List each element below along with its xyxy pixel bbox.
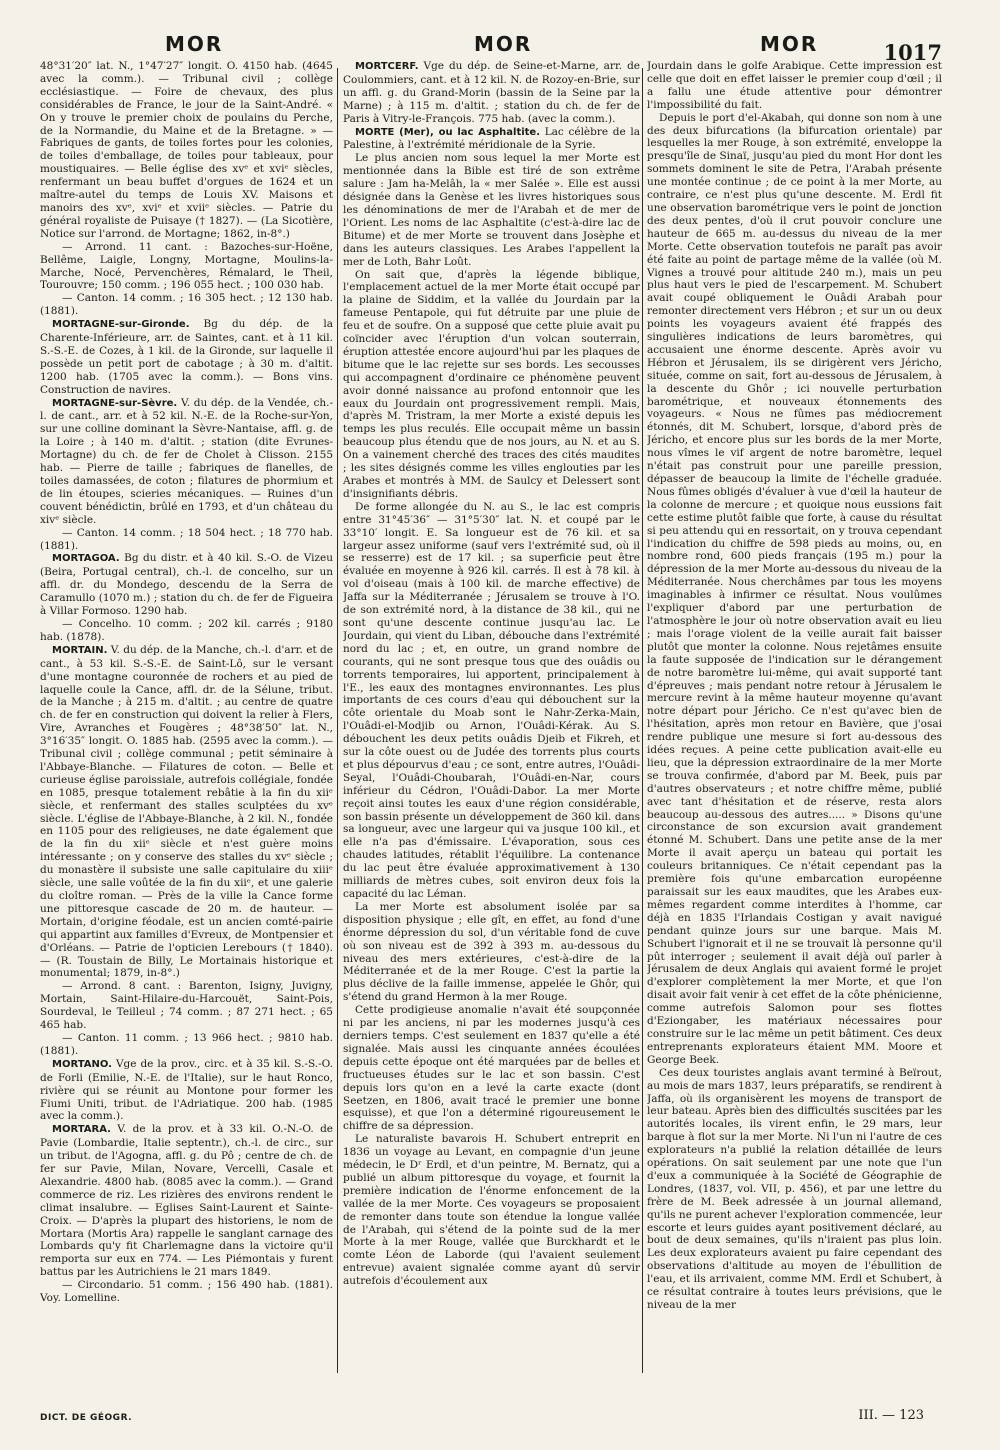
entry-headword: MORTANO. [52, 1058, 112, 1070]
entry-body: Bg du dép. de la Charente-Inférieure, arr. de Saintes, cant. et à 11 kil. S.-S.-E. de Cozes, à 1 kil. de la Gironde, sur laquelle il possède un petit port de cabotage ; à 30 m. d'altit. 1200 hab. (1705 avec la comm.). — Bons vins. Construction de navires. [40, 318, 333, 396]
entry-headword: MORTE (Mer), ou lac Asphaltite. [355, 126, 541, 138]
column-divider [642, 68, 643, 1373]
entry-body: Vge de la prov., circ. et à 35 kil. S.-S.-O. de Forli (Emilie, N.-E. de l'Italie), sur le haut Ronco, rivière qui se réunit au Montone pour former les Fiumi Uniti, tribut. de l'Adriatique. 200 hab. (1985 avec la comm.). [40, 1057, 333, 1123]
page-number: 1017 [883, 40, 942, 65]
running-head-left: MOR [165, 32, 224, 56]
entry-body: V. de la prov. et à 33 kil. O.-N.-O. de Pavie (Lombardie, Italie septentr.), ch.-l. de circ., sur un tribut. de l'Agogna, affl. g. du Pô ; centre de ch. de fer sur Pavie, Milan, Novare, Vercelli, Casale et Alexandrie. 4800 hab. (8085 avec la comm.). — Grand commerce de riz. Les rizières des environs rendent le climat insalubre. — Eglises Saint-Laurent et Sainte-Croix. — D'après la plupart des historiens, le nom de Mortara (Mortis Ara) rappelle le sanglant carnage des Lombards qu'y fit Charlemagne dans la victoire qu'il remporta sur eux en 774. — Les Piémontais y furent battus par les Autrichiens le 21 mars 1849. [40, 1123, 333, 1279]
sub-entry: — Canton. 14 comm. ; 18 504 hect. ; 18 770 hab. (1881). [40, 526, 333, 552]
text-column-3 [647, 60, 942, 1390]
paragraph: De forme allongée du N. au S., le lac est compris entre 31°45′36″ — 31°5′30″ lat. N. et coupé par le 33°10′ longit. E. Sa longueur est de 76 kil. et sa largeur assez uniforme (sauf vers l'extrémité sud, où il se resserre) est de 17 kil. ; sa superficie peut être évaluée en moyenne à 926 kil. carrés. Il est à 78 kil. à vol d'oiseau (mais à 100 kil. de marche effective) de Jaffa sur la Méditerranée ; Jérusalem se trouve à l'O. de son extrémité nord, à la distance de 38 kil., qui ne sont qu'une descente continue jusqu'au lac. Le Jourdain, qui vient du Liban, débouche dans l'extrémité nord du lac ; et, en outre, un grand nombre de courants, qui ne sont presque tous que des ouâdis ou torrents temporaires, lui apportent, principalement à l'E., les eaux des montagnes environnantes. Les plus importants de ces cours d'eau qui débouchent sur la côte orientale du Moab sont le Nahr-Zerka-Main, l'Ouâdi-el-Modjib ou Arnon, l'Ouâdi-Kérak. Au S. débouchent les deux petits ouâdis Djeib et Fikreh, et sur la côte ouest ou de Judée des torrents plus courts et plus dépourvus d'eau ; ce sont, entre autres, l'Ouâdi-Seyal, l'Ouâdi-Choubarah, l'Ouâdi-en-Nar, cours inférieur du Cédron, l'Ouâdi-Dabor. La mer Morte reçoit ainsi toutes les eaux d'une région considérable, son bassin présente un développement de 360 kil. dans sa longueur, avec une largeur qui va jusque 100 kil., et elle n'a pas d'émissaire. L'évaporation, sous ces chaudes latitudes, rétablit l'équilibre. La contenance du lac peut être évaluée approximativement à 130 milliards de mètres cubes, soit environ deux fois la capacité du lac Léman. [343, 500, 640, 900]
sub-entry: — Arrond. 11 cant. : Bazoches-sur-Hoëne, Bellême, Laigle, Longny, Mortagne, Moulins-la-Marche, Nocé, Pervenchères, Rémalard, le Theil, Tourouvre; 150 comm. ; 196 055 hect. ; 100 030 hab. [40, 240, 333, 292]
paragraph: Depuis le port d'el-Akabah, qui donne son nom à une des deux bifurcations (la bifurcation orientale) par lesquelles la mer Rouge, à son extrémité, enveloppe la presqu'île de Sinaï, jusqu'au pied du mont Hor dont les sommets dominent le site de Petra, l'Arabah présente une montée continue ; de ce point à la mer Morte, au contraire, ce n'est plus qu'une descente. M. Erdl fit une observation barométrique vers le point de jonction des deux pentes, d'où il crut pouvoir conclure une hauteur de 665 m. au-dessus du niveau de la mer Morte. Cette observation toutefois ne paraît pas avoir été faite au point de partage même de la vallée (où M. Vignes a trouvé pour altitude 240 m.), mais un peu plus haut vers le pied de l'escarpement. M. Schubert avait coupé obliquement le Ouâdi Arabah pour remonter directement vers Hébron ; et sur un ou deux points les voyageurs avaient été frappés des singulières indications de leurs baromètres, qui accusaient une énorme descente. Après avoir vu Hébron et Jérusalem, ils se dirigèrent vers Jéricho, située, comme on sait, fort au-dessous de Jérusalem, à la descente du Ghôr ; ici nouvelle perturbation barométrique, et nouveaux étonnements des voyageurs. « Nous ne fûmes pas médiocrement étonnés, dit M. Schubert, lorsque, d'abord près de Jéricho, et encore plus sur les bords de la mer Morte, nous vîmes le vif argent de notre baromètre, lequel n'était pas construit pour une pareille pression, dépasser de beaucoup la limite de l'échelle graduée. Nous fûmes obligés d'évaluer à vue d'œil la hauteur de la colonne de mercure ; et quoique nous eussions fait cette estime plutôt faible que forte, à cause du résultat si peu attendu qui en ressortait, on y trouva cependant l'indication du chiffre de 598 pieds au moins, ou, en nombre rond, 600 pieds français (195 m.) pour la dépression de la mer Morte au-dessous du niveau de la Méditerranée. Nous cherchâmes par tous les moyens imaginables à infirmer ce résultat. Nous voulûmes l'expliquer d'abord par une perturbation de l'atmosphère le jour où notre observation avait eu lieu ; mais l'orage violent de la veille aurait fait baisser plutôt que monter la colonne. Nous rejetâmes ensuite la faute supposée de l'indication sur le dérangement de notre baromètre lui-même, qui avait supporté tant d'épreuves ; mais pendant notre retour à Jérusalem le mercure revint à la même hauteur moyenne qu'avant notre départ pour Jéricho. Ce n'est qu'avec bien de l'hésitation, après mon retour en Bavière, que j'osai rendre publique une mesure si fort au-dessous des idées reçues. A peine cette publication avait-elle eu lieu, que la dépression extraordinaire de la mer Morte se trouva confirmée, d'abord par M. Beek, puis par d'autres observateurs ; et notre chiffre même, publié avec tant d'hésitation et de réserve, resta alors beaucoup au-dessous des autres..... » Disons qu'une circonstance de son excursion avait grandement étonné M. Schubert. Dans une petite anse de la mer Morte il avait aperçu un bateau qui portait les couleurs britanniques. Ce n'était cependant pas la première fois qu'une embarcation européenne paraissait sur les eaux maudites, que les Arabes eux-mêmes regardent comme interdites à l'homme, car déjà en 1835 l'Irlandais Costigan y avait navigué pendant quinze jours sur une barque. Mais M. Schubert l'ignorait et il ne se trouvait là personne qu'il pût interroger ; seulement il avait déjà ouï parler à Jérusalem de deux Anglais qui avaient formé le projet d'explorer complètement la mer Morte, et que l'on disait avoir fait venir à cet effet de la côte phénicienne, comme autrefois Salomon pour ses flottes d'Eziongaber, les matériaux nécessaires pour construire sur le lac même un petit bâtiment. Ces deux entreprenants explorateurs étaient MM. Moore et George Beek. [647, 111, 942, 1066]
dictionary-entry [40, 552, 333, 618]
entry-headword: MORTARA. [52, 1124, 111, 1136]
dictionary-entry [343, 60, 640, 126]
entry-headword: MORTCERF. [355, 61, 419, 72]
entry-headword: MORTAGOA. [52, 553, 120, 565]
paragraph: 48°31′20″ lat. N., 1°47′27″ longit. O. 4150 hab. (4645 avec la comm.). — Tribunal civil ; collège ecclésiastique. — Foire de chevaux, des plus considérables de France, le jour de la Saint-André. « On y trouve le premier choix de poulains du Perche, de la Normandie, du Maine et de la Bretagne. » — Fabriques de gants, de toiles fortes pour les colonies, de toiles d'emballage, de toiles pour tableaux, pour moustiquaires. — Belle église des xvᵉ et xviᵉ siècles, renfermant un beau buffet d'orgues de 1624 et un maître-autel du temps de Louis XV. Maisons et manoirs des xvᵉ, xviᵉ et xviiᵉ siècles. — Patrie du général royaliste de Puisaye († 1827). — (La Sicotière, Notice sur l'arrond. de Mortagne; 1862, in-8°.) [40, 60, 333, 240]
paragraph: Cette prodigieuse anomalie n'avait été soupçonnée ni par les anciens, ni par les modernes jusqu'à ces derniers temps. C'est seulement en 1837 qu'elle a été signalée. Mais aussi les cinquante années écoulées depuis cette époque ont été marquées par de belles et fructueuses études sur le lac et son bassin. C'est depuis lors qu'on en a levé la carte exacte (dont Seetzen, en 1806, avait tracé le premier une bonne esquisse), et que l'on a déterminé rigoureusement le chiffre de sa dépression. [343, 1004, 640, 1133]
paragraph: Le naturaliste bavarois H. Schubert entreprit en 1836 un voyage au Levant, en compagnie d'un jeune médecin, le Dʳ Erdl, et d'un peintre, M. Bernatz, qui a publié un album pittoresque du voyage, et fournit la première indication de l'énorme enfoncement de la vallée de la mer Morte. Ces voyageurs se proposaient de remonter dans toute son étendue la longue vallée de l'Arabah, qui s'étend de la pointe sud de la mer Morte à la mer Rouge, vallée que Burckhardt et le comte Léon de Laborde (qui l'avaient seulement entrevue) avaient signalée comme ayant dû servir autrefois d'écoulement aux [343, 1133, 640, 1288]
paragraph: Jourdain dans le golfe Arabique. Cette impression est celle que doit en effet laisser le premier coup d'œil ; il a fallu une étude attentive pour démontrer l'impossibilité du fait. [647, 60, 942, 111]
column-divider [337, 68, 338, 1373]
dictionary-entry [343, 126, 640, 153]
sub-entry: — Arrond. 8 cant. : Barenton, Isigny, Juvigny, Mortain, Saint-Hilaire-du-Harcouët, Saint-Pois, Sourdeval, le Teilleul ; 74 comm. ; 87 271 hect. ; 65 465 hab. [40, 980, 333, 1032]
entry-body: Lac célèbre de la Palestine, à l'extrémité méridionale de la Syrie. [343, 125, 640, 152]
dictionary-entry [40, 1058, 333, 1124]
text-column-1 [40, 60, 333, 1390]
dictionary-entry [40, 318, 333, 396]
running-head-right: MOR [760, 32, 819, 56]
sub-entry: — Canton. 11 comm. ; 13 966 hect. ; 9810 hab. (1881). [40, 1031, 333, 1057]
entry-headword: MORTAGNE-sur-Gironde. [52, 319, 190, 331]
sub-entry: — Concelho. 10 comm. ; 202 kil. carrés ; 9180 hab. (1878). [40, 617, 333, 643]
paragraph: Ces deux touristes anglais avant terminé à Beïrout, au mois de mars 1837, leurs préparatifs, se rendirent à Jaffa, où ils organisèrent les moyens de transport de leur bateau. Après bien des difficultés suscitées par les autorités locales, ils virent enfin, le 29 mars, leur barque à flot sur la mer Morte. Ni l'un ni l'autre de ces explorateurs n'a publié la relation détaillée de leurs opérations. On sait seulement par une note que l'un d'eux a communiquée à la Société de Géographie de Londres, (1837, vol. VII, p. 456), et par une lettre du frère de M. Beek adressée à un journal allemand, qu'ils ne purent achever l'exploration commencée, leur escorte et leurs guides ayant positivement déclaré, au bout de deux semaines, qu'ils n'iraient pas plus loin. Les deux explorateurs avaient pu faire cependant des observations d'altitude au moyen de l'ébullition de l'eau, et ils arrivaient, comme MM. Erdl et Schubert, à ce résultat contraire à toutes leurs prévisions, que le niveau de la mer [647, 1066, 942, 1311]
sub-entry: — Circondario. 51 comm. ; 156 490 hab. (1881). Voy. Lomelline. [40, 1279, 333, 1305]
sub-entry: — Canton. 14 comm. ; 16 305 hect. ; 12 130 hab. (1881). [40, 292, 333, 318]
text-column-2 [343, 60, 640, 1390]
signature-mark: DICT. DE GÉOGR. [40, 1413, 133, 1423]
entry-body: V. du dép. de la Manche, ch.-l. d'arr. et de cant., à 53 kil. S.-S.-E. de Saint-Lô, sur le versant d'une montagne couronnée de rochers et au pied de laquelle coule la Cance, affl. dr. de la Sélune, tribut. de la Manche ; à 215 m. d'altit. ; au centre de quatre ch. de fer en construction qui doivent la relier à Flers, Vire, Avranches et Fougères ; 48°38′50″ lat. N., 3°16′35″ longit. O. 1885 hab. (2595 avec la comm.). — Tribunal civil ; collège communal ; petit séminaire à l'Abbaye-Blanche. — Filatures de coton. — Belle et curieuse église paroissiale, autrefois collégiale, fondée en 1085, presque totalement rebâtie à la fin du xiiᵉ siècle, et renfermant des stalles sculptées du xvᵉ siècle. L'église de l'Abbaye-Blanche, à 2 kil. N., fondée en 1105 pour des religieuses, ne date également que de la fin du xiiᵉ siècle et n'est guère moins intéressante ; on y conserve des stalles du xvᵉ siècle ; du monastère il subsiste une salle capitulaire du xiiiᵉ siècle, une salle voûtée de la fin du xiiᵉ, et une galerie du cloître roman. — Près de la ville la Cance forme une pittoresque cascade de 20 m. de hauteur. — Mortain, d'origine féodale, est un ancien comté-pairie qui appartint aux familles d'Evreux, de Montpensier et d'Orléans. — Patrie de l'opticien Lerebours († 1840). — (R. Toustain de Billy, Le Mortainais historique et monumental; 1879, in-8°.) [40, 643, 333, 980]
dictionary-entry [40, 644, 333, 981]
running-head-center: MOR [474, 32, 533, 56]
paragraph: Le plus ancien nom sous lequel la mer Morte est mentionnée dans la Bible est tiré de son extrême salure : Jam ha-Melâh, la « mer Salée ». Elle est aussi désignée dans la Genèse et les livres historiques sous les dénominations de mer de l'Arabah et de mer de l'Orient. Les noms de lac Asphaltite (c'est-à-dire lac de Bitume) et de mer Morte se trouvent dans Josèphe et dans les auteurs classiques. Les Arabes l'appellent la mer de Loth, Bahr Loût. [343, 152, 640, 268]
entry-body: V. du dép. de la Vendée, ch.-l. de cant., arr. et à 52 kil. N.-E. de la Roche-sur-Yon, sur une colline dominant la Sèvre-Nantaise, affl. g. de la Loire ; à 140 m. d'altit. ; station (dite Evrunes-Mortagne) du ch. de fer de Cholet à Clisson. 2155 hab. — Pierre de taille ; fabriques de flanelles, de toiles damassées, de coton ; filatures de phormium et de lin étoupes, scieries mécaniques. — Ruines d'un couvent bénédictin, brûlé en 1793, et d'un château du xivᵉ siècle. [40, 396, 333, 526]
sheet-number: III. — 123 [858, 1408, 924, 1423]
entry-headword: MORTAIN. [52, 644, 108, 656]
entry-headword: MORTAGNE-sur-Sèvre. [52, 397, 178, 409]
paragraph: On sait que, d'après la légende biblique, l'emplacement actuel de la mer Morte était occupé par la plaine de Siddim, et la vallée du Jourdain par la fameuse Pentapole, qui fut détruite par une pluie de feu et de soufre. On a supposé que cette pluie avait pu coïncider avec l'éruption d'un volcan souterrain, éruption attestée encore aujourd'hui par les plaques de bitume que le lac rejette sur ses bords. Les secousses qui accompagnent d'ordinaire ce phénomène peuvent avoir donné naissance au profond entonnoir que les eaux du Jourdain ont progressivement rempli. Mais, d'après M. Tristram, la mer Morte a existé depuis les temps les plus reculés. Elle occupait même un bassin beaucoup plus étendu que de nos jours, au N. et au S. On a vainement cherché des traces des cités maudites ; les sites désignés comme les villes englouties par les Arabes et montrés à MM. de Saulcy et Delessert sont d'insignifiants débris. [343, 268, 640, 500]
entry-body: Bg du distr. et à 40 kil. S.-O. de Vizeu (Beira, Portugal central), ch.-l. de concelho, sur un affl. dr. du Mondego, descendu de la Serra de Caramullo (1070 m.) ; station du ch. de fer de Figueira à Villar Formoso. 1290 hab. [40, 552, 333, 618]
entry-body: Vge du dép. de Seine-et-Marne, arr. de Coulommiers, cant. et à 12 kil. N. de Rozoy-en-Brie, sur un affl. g. du Grand-Morin (bassin de la Seine par la Marne) ; à 115 m. d'altit. ; station du ch. de fer de Paris à Vitry-le-François. 775 hab. (avec la comm.). [343, 60, 640, 125]
dictionary-entry [40, 397, 333, 527]
dictionary-entry [40, 1123, 333, 1279]
paragraph: La mer Morte est absolument isolée par sa disposition physique ; elle gît, en effet, au fond d'une énorme dépression du sol, d'un véritable fond de cuve où son niveau est de 392 à 393 m. au-dessous du niveau des mers extérieures, c'est-à-dire de la Méditerranée et de la mer Rouge. C'est la partie la plus déclive de la faille immense, appelée le Ghôr, qui s'étend du grand Hermon à la mer Rouge. [343, 900, 640, 1004]
